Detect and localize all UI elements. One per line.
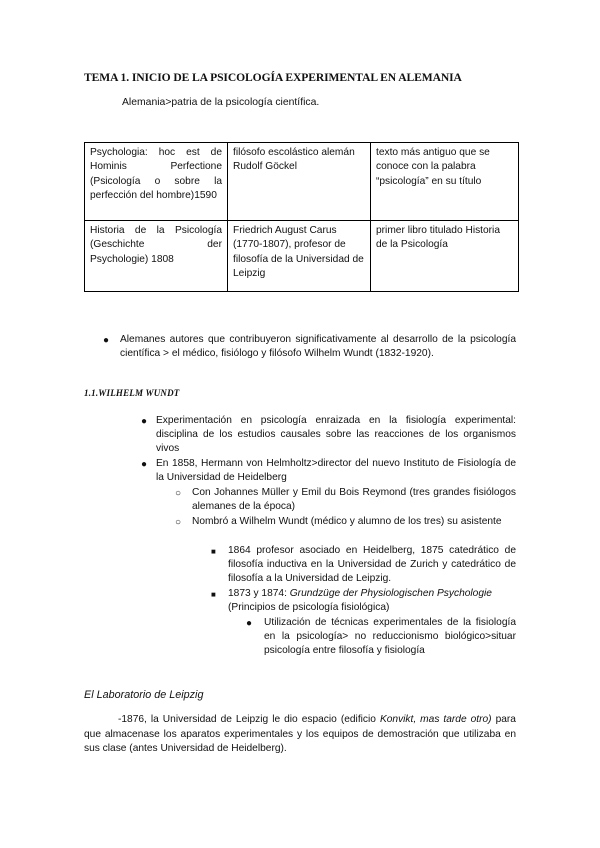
bullet-intro-text: Alemanes autores que contribuyeron significativamente al desarrollo de la psicología científica > el médico, fisiólogo y filósofo Wilhelm Wundt (1832-1920). [120,334,516,360]
wundt-sub-2: Nombró a Wilhelm Wundt (médico y alumno de los tres) su asistente [192,516,502,527]
wundt-item-1: Experimentación en psicología enraizada en la fisiología experimental: disciplina de los estudios causales sobre las reacciones de los organismos vivos [156,415,516,455]
wundt-deep-item: Utilización de técnicas experimentales de la fisiología en la psicología> no reduccionismo biológico>situar psicología entre filosofía y fisiología [264,617,516,657]
table-cell: texto más antiguo que se conoce con la palabra “psicología” en su título [371,143,519,221]
wundt-square-2 [228,587,528,615]
intro-line: Alemania>patria de la psicología científica. [122,97,320,108]
wundt-sub-1: Con Johannes Müller y Emil du Bois Reymond (tres grandes fisiólogos alemanes de la época) [192,487,516,513]
bullet-square-icon: ■ [211,590,216,599]
sq2-book-title: Grundzüge der Physiologischen Psychologie [289,588,492,599]
lab-para-pre: -1876, la Universidad de Leipzig le dio espacio (edificio [118,714,380,725]
sq2-suffix: (Principios de psicología fisiológica) [228,602,390,614]
table-cell: filósofo escolástico alemán Rudolf Göckel [228,143,371,221]
table-cell: Historia de la Psicología (Geschichte der Psychologie) 1808 [85,221,228,292]
subsection-heading: 1.1.WILHELM WUNDT [84,388,180,398]
table-cell: primer libro titulado Historia de la Psicología [371,221,519,292]
lab-heading: El Laboratorio de Leipzig [84,689,204,701]
bullet-circle-icon: ○ [175,488,182,499]
lab-para-post: para que almacenase los aparatos experimentales y los equipos de demostración que utilizaba en sus clase (antes Universidad de Heidelberg). [84,714,516,755]
table-cell: Friedrich August Carus (1770-1807), profesor de filosofía de la Universidad de Leipzig [228,221,371,292]
bullet-circle-icon: ○ [175,517,182,528]
lab-para-italic: Konvikt, mas tarde otro) [379,714,492,725]
bullet-disc-icon: ● [141,416,148,427]
wundt-square-1: 1864 profesor asociado en Heidelberg, 1875 catedrático de filosofía inductiva en la Universidad de Zurich y catedrático de filosofía a la Universidad de Leipzig. [228,545,516,585]
bullet-square-icon: ■ [211,547,216,556]
bullet-disc-icon: ● [246,618,253,629]
table-row [85,221,519,292]
document-title: TEMA 1. INICIO DE LA PSICOLOGÍA EXPERIMENTAL EN ALEMANIA [84,71,462,84]
sq2-prefix: 1873 y 1874: [228,588,290,599]
bullet-disc-icon: ● [141,459,148,470]
table-row [85,143,519,221]
bullet-disc-icon: ● [103,335,110,346]
wundt-item-2: En 1858, Hermann von Helmholtz>director del nuevo Instituto de Fisiología de la Universidad de Heidelberg [156,458,516,484]
history-table [84,142,519,292]
table-cell: Psychologia: hoc est de Hominis Perfectione (Psicología o sobre la perfección del hombre)1590 [85,143,228,221]
lab-paragraph [84,713,516,757]
